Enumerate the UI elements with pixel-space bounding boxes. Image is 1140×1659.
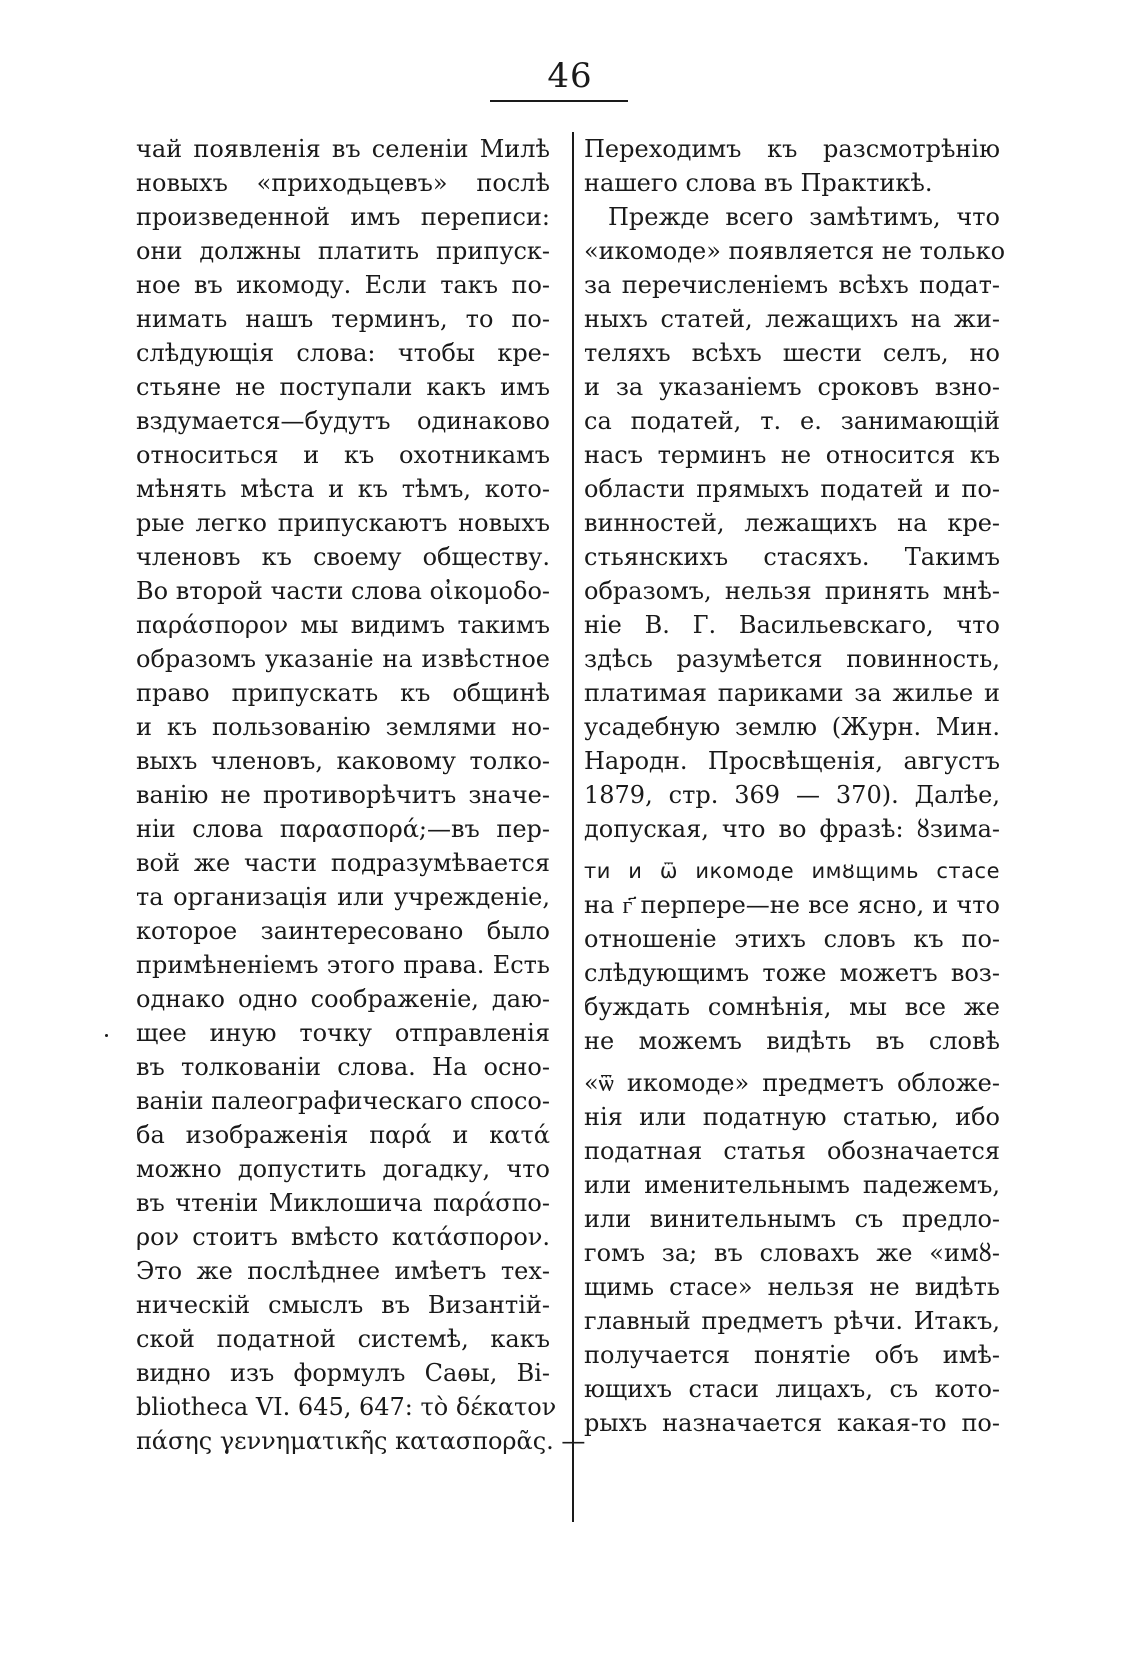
text-line: вздумается—будутъ одинаково — [136, 407, 550, 435]
text-line: Народн. Просвѣщенія, августъ — [584, 747, 1000, 775]
text-line: bliotheca VI. 645, 647: τὸ δέκατον — [136, 1393, 557, 1421]
text-line: нія или податную статью, ибо — [584, 1103, 1000, 1131]
margin-mark — [105, 1034, 108, 1037]
text-line: ное въ икомоду. Если такъ по- — [136, 271, 550, 299]
text-line: насъ терминъ не относится къ — [584, 441, 1000, 469]
text-line: новыхъ «приходьцевъ» послѣ — [136, 169, 550, 197]
text-line: области прямыхъ податей и по- — [584, 475, 1000, 503]
text-line: та организація или учрежденіе, — [136, 883, 550, 911]
church-slavonic-line: ти и ѿ икомоде имȣщимь стасе — [584, 859, 1000, 883]
text-line: образомъ указаніе на извѣстное — [136, 645, 550, 673]
text-line: платимая париками за жилье и — [584, 679, 1000, 707]
text-line: выхъ членовъ, каковому толко- — [136, 747, 550, 775]
text-line: допуская, что во фразѣ: ȣзима- — [584, 815, 1000, 843]
left-column — [136, 132, 586, 1458]
right-column — [584, 132, 1006, 1440]
text-line: примѣненіемъ этого права. Есть — [136, 951, 550, 979]
text-line: право припускать къ общинѣ — [136, 679, 550, 707]
text-line: ніе В. Г. Васильевскаго, что — [584, 611, 1000, 639]
text-line: нашего слова въ Практикѣ. — [584, 169, 933, 197]
text-line: или винительнымъ съ предло- — [584, 1205, 1000, 1233]
text-line: которое заинтересовано было — [136, 917, 550, 945]
paragraph-start-line: Прежде всего замѣтимъ, что — [608, 203, 1000, 231]
text-line: щее иную точку отправленія — [136, 1019, 550, 1047]
text-line: ваніи палеографическаго спосо- — [136, 1087, 550, 1115]
text-line: они должны платить припуск- — [136, 237, 550, 265]
text-line: са податей, т. е. занимающій — [584, 407, 1000, 435]
text-line: можно допустить догадку, что — [136, 1155, 550, 1183]
text-line: не можемъ видѣть въ словѣ — [584, 1027, 1000, 1055]
text-line: ской податной системѣ, какъ — [136, 1325, 550, 1353]
text-line: слѣдующія слова: чтобы кре- — [136, 339, 550, 367]
text-line: мѣнять мѣста и къ тѣмъ, кото- — [136, 475, 550, 503]
text-line: здѣсь разумѣется повинность, — [584, 645, 1000, 673]
text-line: за перечисленіемъ всѣхъ подат- — [584, 271, 1000, 299]
text-line: отношеніе этихъ словъ къ по- — [584, 925, 1000, 953]
text-line: чай появленія въ селеніи Милѣ — [136, 135, 550, 163]
text-line: и за указаніемъ сроковъ взно- — [584, 373, 1000, 401]
page-number: 46 — [547, 56, 593, 96]
text-line: «ѿ икомоде» предметъ обложе- — [584, 1069, 1000, 1097]
text-line: теляхъ всѣхъ шести селъ, но — [584, 339, 1000, 367]
text-line: главный предметъ рѣчи. Итакъ, — [584, 1307, 1000, 1335]
text-line: ющихъ стаси лицахъ, съ кото- — [584, 1375, 1000, 1403]
text-line: буждать сомнѣнія, мы все же — [584, 993, 1000, 1021]
text-line: видно изъ формулъ Саѳы, Bi- — [136, 1359, 550, 1387]
text-line: получается понятіе объ имѣ- — [584, 1341, 1000, 1369]
text-line: ныхъ статей, лежащихъ на жи- — [584, 305, 1000, 333]
text-line: ба изображенія παρά и κατά — [136, 1121, 550, 1149]
text-line: «икомоде» появляется не только — [584, 237, 1006, 265]
text-line: Это же послѣднее имѣетъ тех- — [136, 1257, 550, 1285]
text-line: παράσπορον мы видимъ такимъ — [136, 611, 550, 639]
text-line: членовъ къ своему обществу. — [136, 543, 550, 571]
text-line: рые легко припускаютъ новыхъ — [136, 509, 550, 537]
text-line: въ толкованіи слова. На осно- — [136, 1053, 550, 1081]
text-line: на г҃ перпере—не все ясно, и что — [584, 891, 1000, 919]
text-line: или именительнымъ падежемъ, — [584, 1171, 1000, 1199]
text-line: гомъ за; въ словахъ же «имȣ- — [584, 1239, 1000, 1267]
text-line: πάσης γεννηματικῆς κατασπορᾶς. — — [136, 1427, 586, 1455]
text-line: щимь стасе» нельзя не видѣть — [584, 1273, 1000, 1301]
text-line: слѣдующимъ тоже можетъ воз- — [584, 959, 1000, 987]
text-line: стьяне не поступали какъ имъ — [136, 373, 550, 401]
text-line: стьянскихъ стасяхъ. Такимъ — [584, 543, 1000, 571]
text-line: усадебную землю (Журн. Мин. — [584, 713, 1000, 741]
text-line: однако одно соображеніе, даю- — [136, 985, 550, 1013]
text-line: рыхъ назначается какая-то по- — [584, 1409, 1000, 1437]
text-line: ρον стоитъ вмѣсто κατάσπορον. — [136, 1223, 550, 1251]
text-line: и къ пользованію землями но- — [136, 713, 550, 741]
text-line: образомъ, нельзя принять мнѣ- — [584, 577, 1000, 605]
text-line: въ чтеніи Миклошича παράσπο- — [136, 1189, 550, 1217]
text-line: 1879, стр. 369 — 370). Далѣе, — [584, 781, 1000, 809]
text-line: ванію не противорѣчитъ значе- — [136, 781, 550, 809]
header-rule — [490, 100, 628, 102]
text-line: нимать нашъ терминъ, то по- — [136, 305, 550, 333]
text-line: вой же части подразумѣвается — [136, 849, 550, 877]
text-line: винностей, лежащихъ на кре- — [584, 509, 1000, 537]
text-line: Во второй части слова οἰκομοδο- — [136, 577, 550, 605]
text-line: относиться и къ охотникамъ — [136, 441, 550, 469]
text-line: произведенной имъ переписи: — [136, 203, 550, 231]
text-line: ніи слова παρασπορά;—въ пер- — [136, 815, 550, 843]
column-divider — [572, 132, 574, 1522]
text-line: ническій смыслъ въ Византій- — [136, 1291, 550, 1319]
text-line: Переходимъ къ разсмотрѣнію — [584, 135, 1000, 163]
text-line: податная статья обозначается — [584, 1137, 1000, 1165]
